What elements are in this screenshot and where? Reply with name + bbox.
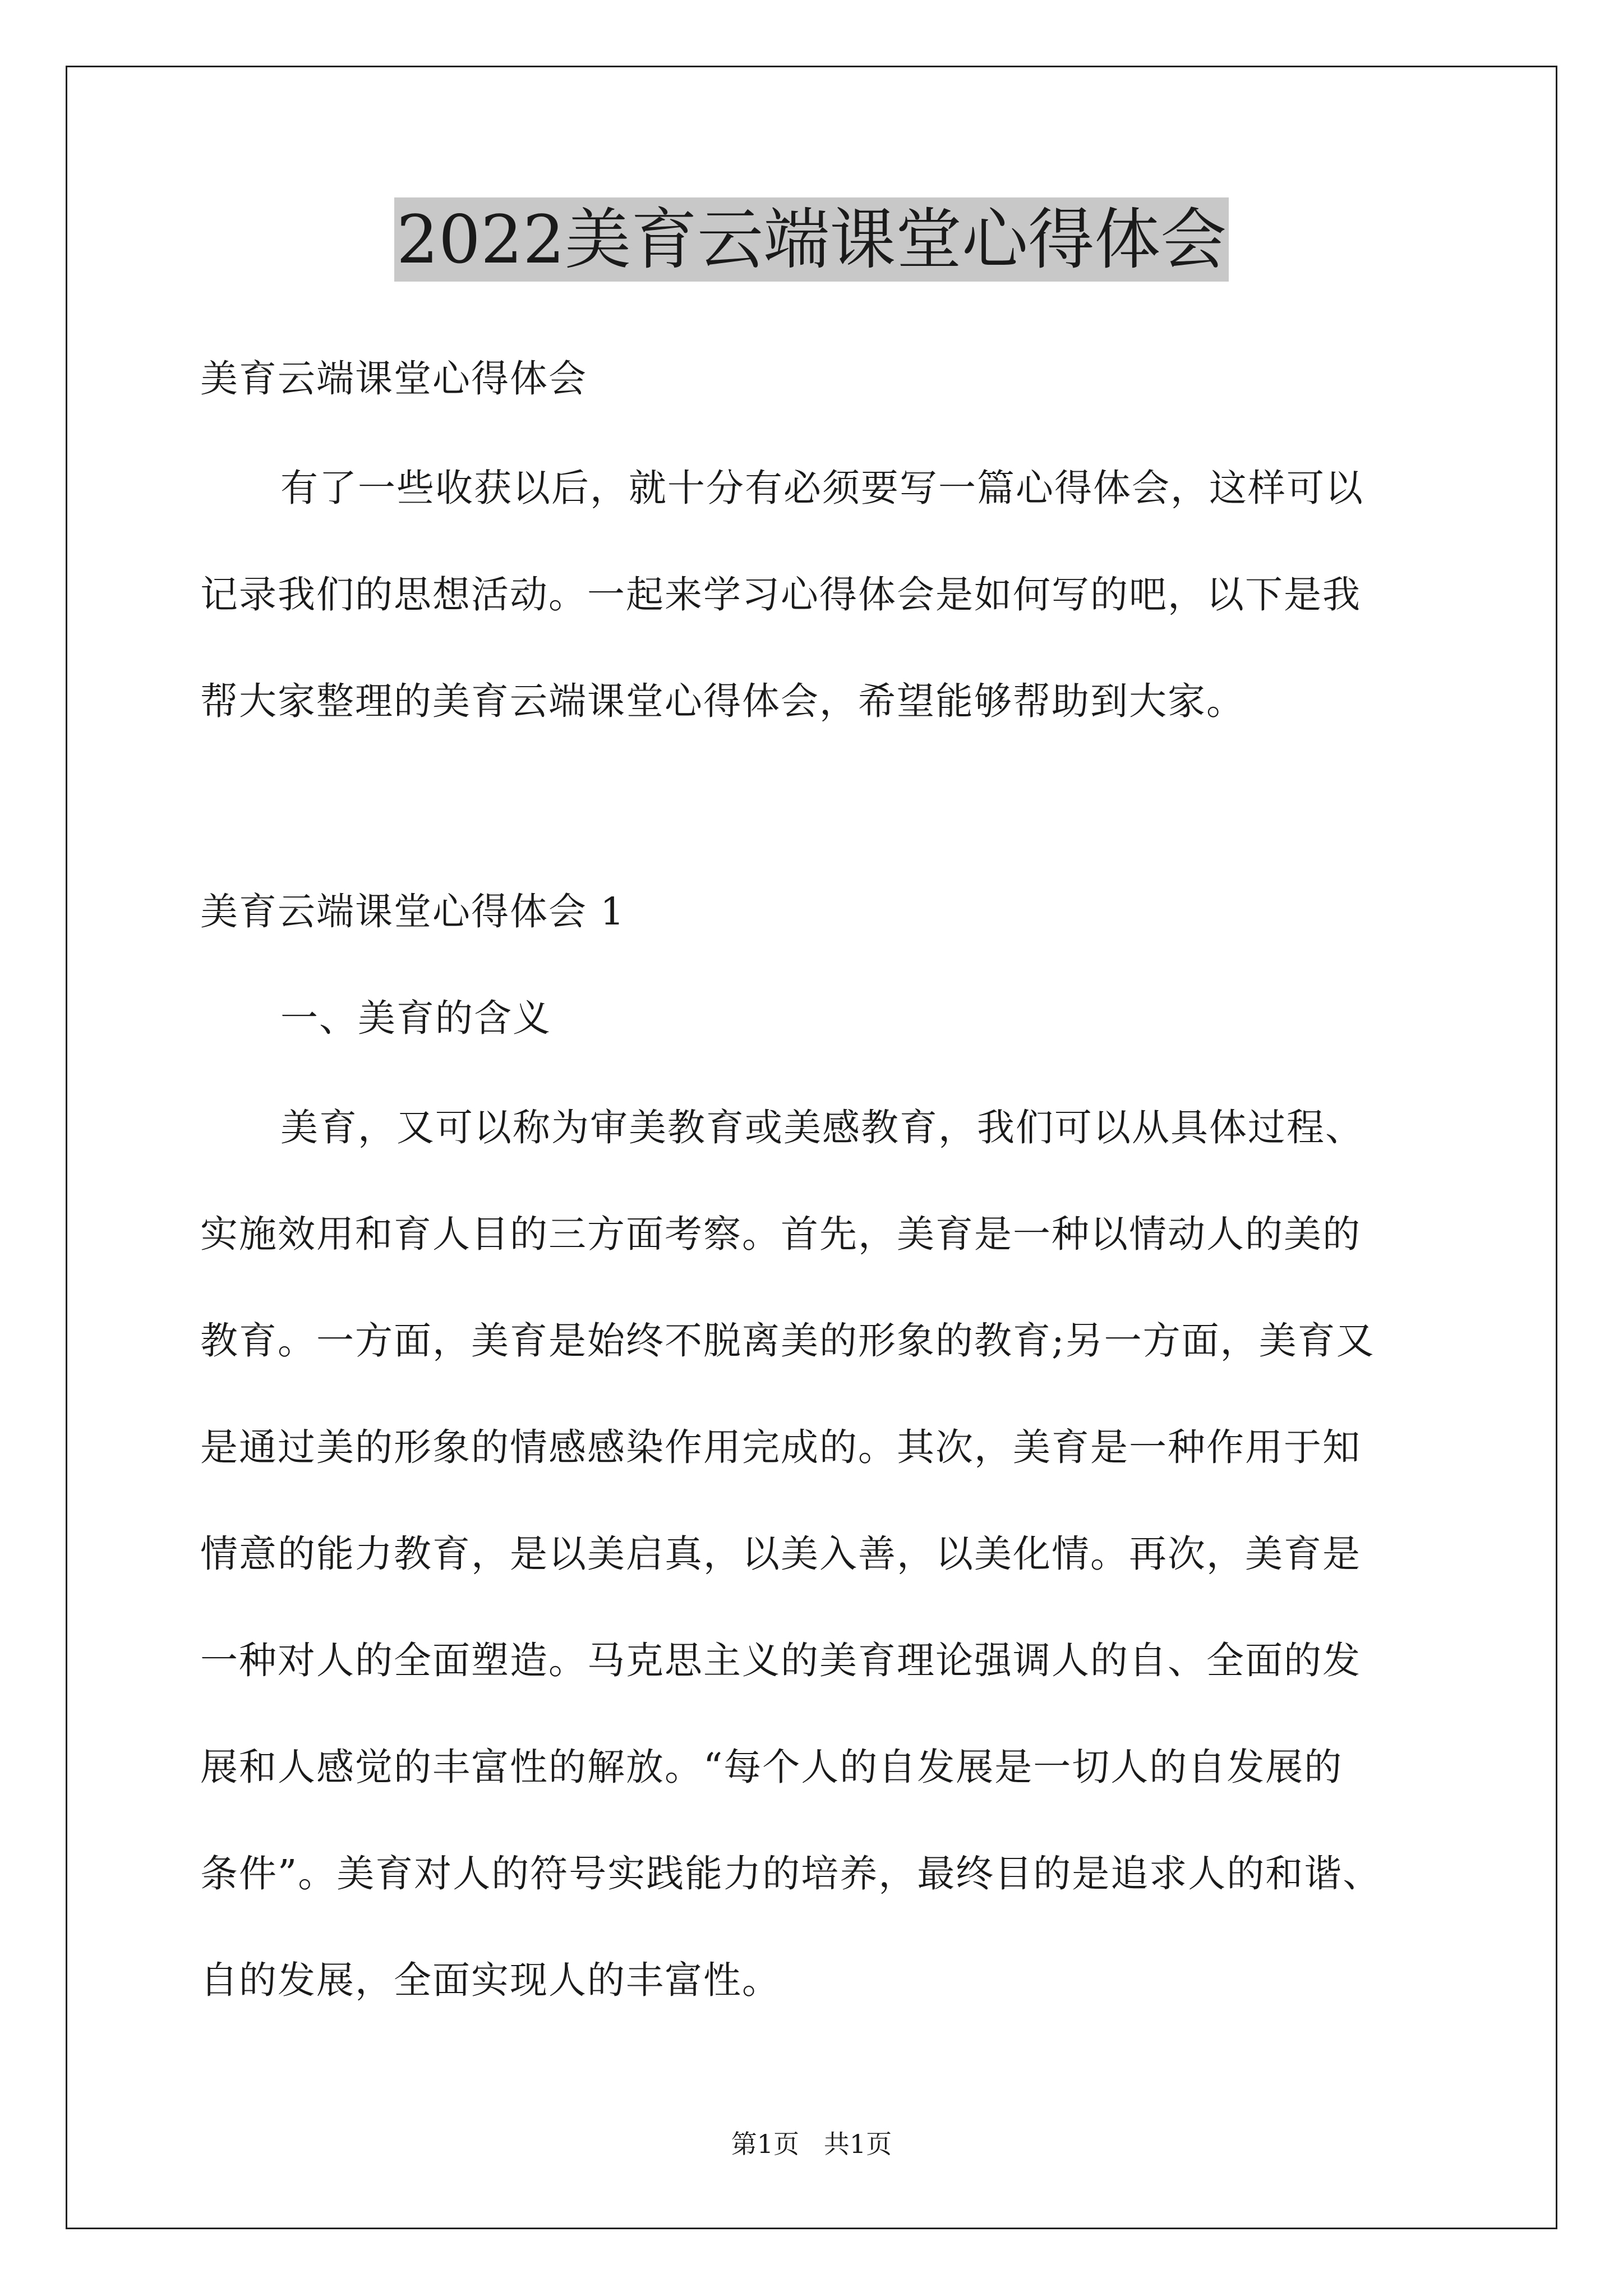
body-line: 自的发展，全面实现人的丰富性。 (200, 1958, 781, 2002)
body-line: 展和人感觉的丰富性的解放。“每个人的自发展是一切人的自发展的 (200, 1745, 1343, 1789)
body-line: 实施效用和育人目的三方面考察。首先，美育是一种以情动人的美的 (200, 1212, 1361, 1256)
body-line: 条件”。美育对人的符号实践能力的培养，最终目的是追求人的和谐、 (200, 1852, 1382, 1895)
page-number: 第1页 共1页 (731, 2129, 892, 2159)
document-subtitle: 美育云端课堂心得体会 (200, 357, 587, 401)
body-line: 教育。一方面，美育是始终不脱离美的形象的教育;另一方面，美育又 (200, 1319, 1375, 1363)
body-line: 是通过美的形象的情感感染作用完成的。其次，美育是一种作用于知 (200, 1425, 1361, 1469)
document-title-text: 2022美育云端课堂心得体会 (394, 197, 1229, 282)
document-title (0, 197, 1623, 282)
intro-line: 有了一些收获以后，就十分有必须要写一篇心得体会，这样可以 (280, 466, 1364, 510)
section-heading: 美育云端课堂心得体会 1 (200, 890, 625, 933)
body-line: 一种对人的全面塑造。马克思主义的美育理论强调人的自、全面的发 (200, 1639, 1361, 1682)
body-line: 情意的能力教育，是以美启真，以美入善，以美化情。再次，美育是 (200, 1532, 1361, 1576)
intro-line: 记录我们的思想活动。一起来学习心得体会是如何写的吧，以下是我 (200, 573, 1361, 616)
section-subheading: 一、美育的含义 (280, 996, 551, 1040)
intro-line: 帮大家整理的美育云端课堂心得体会，希望能够帮助到大家。 (200, 679, 1245, 723)
body-line: 美育，又可以称为审美教育或美感教育，我们可以从具体过程、 (280, 1106, 1364, 1149)
